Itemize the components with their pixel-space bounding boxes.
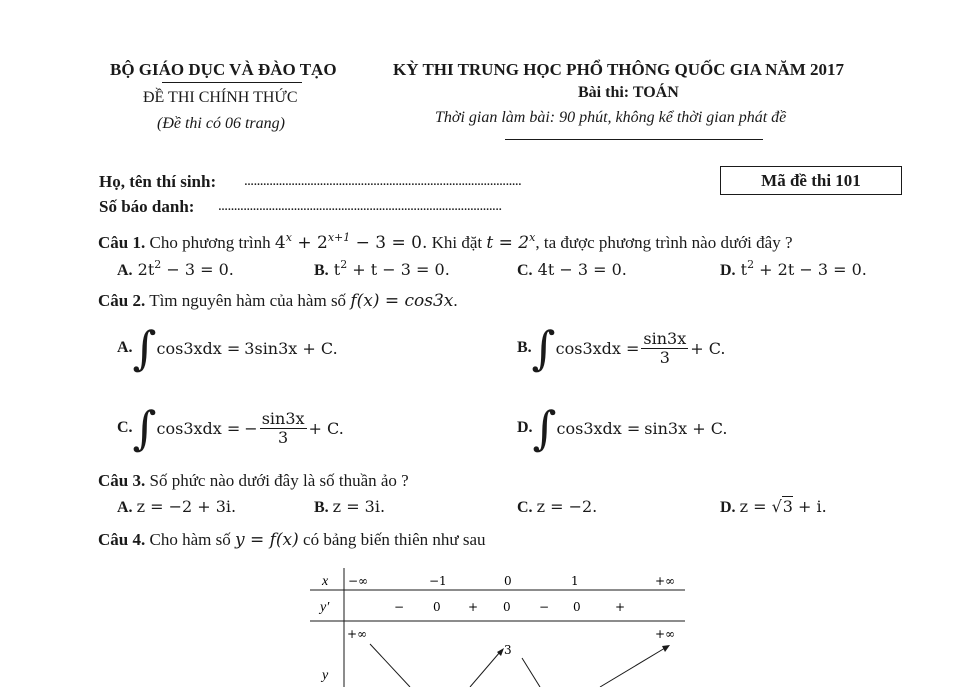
question-3-label: Câu 3. (98, 471, 146, 490)
candidate-id-dots: .......................................................................................... (218, 198, 502, 214)
official-exam-label: ĐỀ THI CHÍNH THỨC (143, 89, 298, 106)
variation-table (300, 566, 700, 687)
q1-option-a[interactable]: A. $2t^2 - 3 = 0$. (117, 258, 234, 279)
question-1-text-c: , ta được phương trình nào dưới đây ? (535, 233, 793, 252)
row-y-label: y (322, 668, 329, 683)
x-value: −∞ (348, 574, 369, 588)
exam-title: KỲ THI TRUNG HỌC PHỔ THÔNG QUỐC GIA NĂM 2017 (393, 60, 845, 79)
question-3 (98, 471, 409, 491)
yp-value: 0 (573, 600, 581, 614)
x-value: −1 (429, 574, 447, 588)
yp-sign: + (615, 600, 626, 614)
question-4-text-a: Cho hàm số (149, 530, 231, 549)
q2-option-b[interactable]: B. ∫ cos3xdx = $\frac{\sin 3x}{3}$ + C. (517, 321, 726, 375)
question-4-text-b: có bảng biến thiên như sau (303, 530, 486, 549)
question-3-text: Số phức nào dưới đây là số thuần ảo ? (149, 471, 409, 490)
q2-option-a[interactable]: A. ∫ cos3xdx = 3sin3x + C. (117, 321, 338, 375)
q1-option-b[interactable]: B. $t^2 + t - 3 = 0$. (314, 258, 450, 279)
yp-sign: − (539, 600, 550, 614)
y-arrow-down (522, 658, 540, 687)
y-arrow-up (600, 648, 665, 687)
integral-icon: ∫ (532, 401, 557, 455)
y-arrow-up (470, 652, 500, 687)
yp-sign: − (394, 600, 405, 614)
subject-label: Bài thi: TOÁN (578, 84, 679, 101)
integral-icon: ∫ (132, 321, 157, 375)
row-yp-label: y′ (320, 600, 330, 615)
question-1-text-a: Cho phương trình (149, 233, 271, 252)
y-value: +∞ (347, 627, 368, 641)
candidate-id-label: Số báo danh: (99, 197, 195, 216)
exam-code-box (720, 166, 902, 195)
question-4-label: Câu 4. (98, 530, 146, 549)
q3-option-b[interactable]: B. z = 3i. (314, 497, 386, 516)
question-1-text-b: Khi đặt (431, 233, 483, 252)
question-1-equation: $4^x + 2^{x+1} - 3 = 0$. (274, 231, 428, 253)
time-note: Thời gian làm bài: 90 phút, không kể thời gian phát đề (435, 109, 787, 126)
question-4 (98, 530, 486, 550)
q3-option-d[interactable]: D. z = √3 + i. (720, 497, 827, 516)
integral-icon: ∫ (531, 321, 556, 375)
question-2: Câu 2. Tìm nguyên hàm của hàm số f(x) = cos3x. (98, 291, 458, 311)
q1-option-c[interactable]: C. 4t − 3 = 0. (517, 260, 627, 279)
ministry-name: BỘ GIÁO DỤC VÀ ĐÀO TẠO (110, 60, 337, 79)
y-value: +∞ (655, 627, 676, 641)
integral-icon: ∫ (132, 401, 157, 455)
question-2-text: Tìm nguyên hàm của hàm số (149, 291, 347, 310)
question-2-function: f(x) = cos3x (350, 291, 454, 311)
question-1-substitution: $t = 2^x$ (486, 231, 536, 253)
fraction: $\frac{\sin 3x}{3}$ (261, 408, 305, 447)
pages-note: (Đề thi có 06 trang) (157, 115, 285, 132)
question-4-function: y = f(x) (234, 530, 299, 550)
q2-option-d[interactable]: D. ∫ cos3xdx = sin3x + C. (517, 401, 728, 455)
yp-value: 0 (503, 600, 511, 614)
x-value: +∞ (655, 574, 676, 588)
candidate-name-label: Họ, tên thí sinh: (99, 172, 217, 191)
question-2-label: Câu 2. (98, 291, 146, 310)
yp-value: 0 (433, 600, 441, 614)
title-underline (505, 139, 763, 140)
fraction: $\frac{\sin 3x}{3}$ (643, 328, 687, 367)
q3-option-a[interactable]: A. z = −2 + 3i. (117, 497, 237, 516)
q2-option-c[interactable]: C. ∫ cos3xdx = − $\frac{\sin 3x}{3}$ + C. (117, 401, 344, 455)
question-1-label: Câu 1. (98, 233, 146, 252)
candidate-name-dots: ........................................................................................ (244, 173, 522, 189)
x-value: 1 (571, 574, 579, 588)
y-value: 3 (504, 643, 512, 657)
q3-option-c[interactable]: C. z = −2. (517, 497, 598, 516)
ministry-underline (162, 82, 302, 83)
q1-option-d[interactable]: D. $t^2 + 2t - 3 = 0$. (720, 258, 867, 279)
row-x-label: x (322, 574, 329, 589)
x-value: 0 (504, 574, 512, 588)
y-arrow-down (370, 644, 410, 687)
exam-code: Mã đề thi 101 (761, 171, 861, 190)
yp-sign: + (468, 600, 479, 614)
question-1 (98, 233, 793, 253)
